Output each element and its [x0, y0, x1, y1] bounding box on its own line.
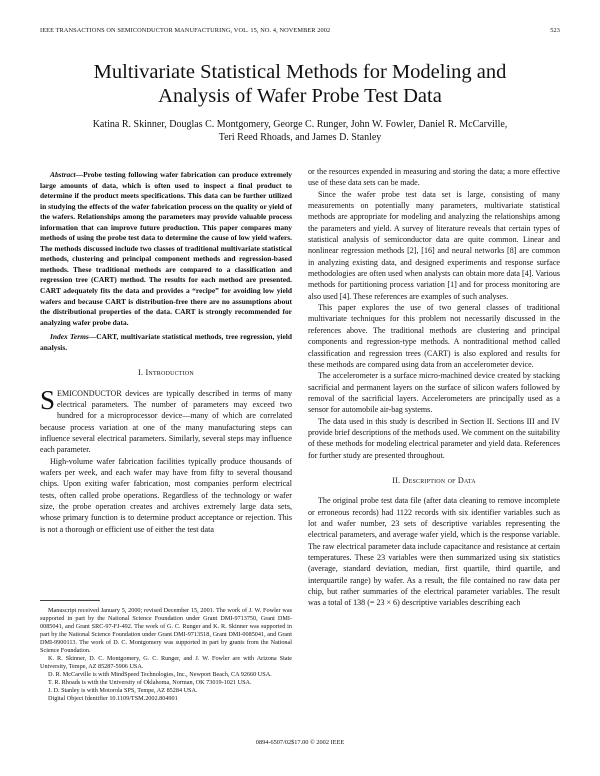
- footnote-affiliation-mindspeed: D. R. McCarville is with MindSpeed Technologies, Inc., Newport Beach, CA 92660 USA.: [48, 671, 272, 678]
- index-terms-text: CART, multivariate statistical methods, tree regression, yield analysis.: [40, 332, 292, 352]
- drop-cap: S: [40, 384, 56, 415]
- right-column: [308, 166, 560, 609]
- paper-title: [20, 60, 580, 108]
- abstract-label: Abstract—: [50, 170, 84, 179]
- intro-paragraph-1: [40, 384, 292, 456]
- intro-first-word: EMICONDUCTOR: [57, 388, 122, 398]
- body-paragraph-4: The accelerometer is a surface micro-machined device created by stacking sacrificial and permanent layers on the surface of silicon wafers followed by removal of the sacrificial layers. Accelerometers are principally used as a sensor for automobile air-bag systems.: [308, 371, 560, 415]
- section-1-title: Introduction: [145, 368, 194, 378]
- section-2-title: Description of Data: [402, 475, 476, 485]
- footnotes: [40, 600, 292, 703]
- authors-line-1: Katina R. Skinner, Douglas C. Montgomery, George C. Runger, John W. Fowler, Daniel R. McCarville,: [92, 119, 508, 130]
- page-number: 523: [550, 27, 560, 34]
- footnote-manuscript: Manuscript received January 5, 2000; revised December 15, 2001. The work of J. W. Fowler was supported in part by the National Science Foundation under Grant DMI-9713750, Grant DMI-0085041, and Grant SRC-97-FJ-492. The work of G. C. Runger and K. R. Skinner was supported in part by the National Science Foundation under Grant DMI-9713518, Grant DMI-0085041, and Grant DMI-9900113. The work of D. C. Montgomery was supported in part by grants from the National Science Foundation.: [40, 607, 292, 654]
- footnote-doi: Digital Object Identifier 10.1109/TSM.2002.804901: [48, 695, 178, 702]
- abstract-text: Probe testing following wafer fabrication can produce extremely large amounts of data, which is often used to inspect a final product to determine if the product meets specifications. This data can be further utilized in studying the effects of the wafer fabrication process on the quality or yield of the wafers. Relationships among the parameters may provide valuable process information that can improve future production. This paper compares many methods of using the probe test data to determine the cause of low yield wafers. The methods discussed include two classes of traditional multivariate statistical methods, clustering and principal component methods and regression-based methods. These traditional methods are compared to a classification and regression tree (CART) method. The results for each method are presented. CART adequately fits the data and provides a “recipe” for avoiding low yield wafers and because CART is distribution-free there are no assumptions about the distributional properties of the data. CART is strongly recommended for analyzing wafer probe data.: [40, 170, 292, 327]
- title-line-2: Analysis of Wafer Probe Test Data: [158, 85, 442, 107]
- index-terms: [40, 332, 292, 353]
- intro-p1-text: devices are typically described in terms of many electrical parameters. The number of parameters may exceed two hundred for a microprocessor device—many of which are correlated because process variation at one of the many manufacturing steps can influence several electrical parameters. Similarly, several steps may influence each parameter.: [40, 388, 292, 455]
- title-line-1: Multivariate Statistical Methods for Modeling and: [93, 61, 507, 83]
- body-paragraph-2: Since the wafer probe test data set is large, consisting of many measurements on potentially many parameters, multivariate statistical methods are appropriate for modeling and analyzing the relationships among the parameters and yield. A survey of literature reveals that certain types of statistical analysis of semiconductor data are quite common. Linear and nonlinear regression methods [2], [16] and neural networks [8] are common in analyzing existing data, and designed experiments and response surface methodologies are often used when analysts can obtain more data [4]. Various methods for partitioning process variation [1] and for process monitoring are also used [4]. These references are examples of such analyses.: [308, 189, 560, 301]
- section-1-number: I.: [138, 368, 144, 378]
- body-paragraph-6: The original probe test data file (after data cleaning to remove incomplete or erroneous records) had 1122 records with six identifier variables such as lot and wafer number, 23 sets of descriptive variables representing the electrical parameters, and average wafer yield, which is the response variable. The raw electrical parameter data include capacitance and resistance at certain temperatures. These 23 variables were then summarized using six statistics (average, standard deviation, median, first quartile, third quartile, and interquartile range) by wafer. As a result, the file contained no raw data per chip, but rather summaries of the electrical parameter variables. The result was a total of 138 (= 23 × 6) descriptive variables describing each: [308, 496, 560, 608]
- section-heading-introduction: [40, 367, 292, 378]
- footnote-rule: [40, 600, 100, 601]
- footnote-affiliation-asu: K. R. Skinner, D. C. Montgomery, G. C. Runger, and J. W. Fowler are with Arizona State University, Tempe, AZ 85287-5906 USA.: [40, 655, 292, 670]
- section-2-number: II.: [392, 475, 401, 485]
- footnote-affiliation-oklahoma: T. R. Rhoads is with the University of Oklahoma, Norman, OK 73019-1021 USA.: [48, 679, 252, 686]
- authors-line-2: Teri Reed Rhoads, and James D. Stanley: [218, 132, 382, 143]
- abstract: [40, 170, 292, 328]
- body-paragraph-5: The data used in this study is described in Section II. Sections III and IV provide brief descriptions of the methods used. We comment on the suitability of these methods for modeling electrical parameter and yield data. References for further study are presented throughout.: [308, 416, 560, 460]
- journal-line: IEEE TRANSACTIONS ON SEMICONDUCTOR MANUFACTURING, VOL. 15, NO. 4, NOVEMBER 2002: [40, 27, 331, 34]
- author-list: [40, 118, 560, 144]
- footnote-affiliation-motorola: J. D. Stanley is with Motorola SPS, Tempe, AZ 85284 USA.: [48, 687, 198, 694]
- left-column: [40, 170, 292, 535]
- copyright-footer: 0894-6507/02$17.00 © 2002 IEEE: [255, 739, 345, 746]
- section-heading-data: [308, 475, 560, 486]
- body-paragraph-cont: or the resources expended in measuring and storing the data; a more effective use of these data sets can be made.: [308, 167, 560, 188]
- index-terms-label: Index Terms—: [50, 332, 97, 342]
- body-paragraph-3: This paper explores the use of two general classes of traditional multivariate techniques for this problem not necessarily discussed in the references above. The traditional methods are clustering and principal components and regression-type methods. A nontraditional method called classification and regression trees (CART) is also explored and results for these methods are compared using data from an accelerometer device.: [308, 303, 560, 369]
- intro-paragraph-2: High-volume wafer fabrication facilities typically produce thousands of wafers per week, and each wafer may have from fifty to several thousand chips. Upon exiting wafer fabrication, most companies perform electrical tests, often called probe operations. Regardless of the technology or wafer size, the probe operation creates and archives extremely large data sets, whose primary function is to determine product acceptance or rejection. This is not a thorough or efficient use of either the test data: [40, 456, 292, 534]
